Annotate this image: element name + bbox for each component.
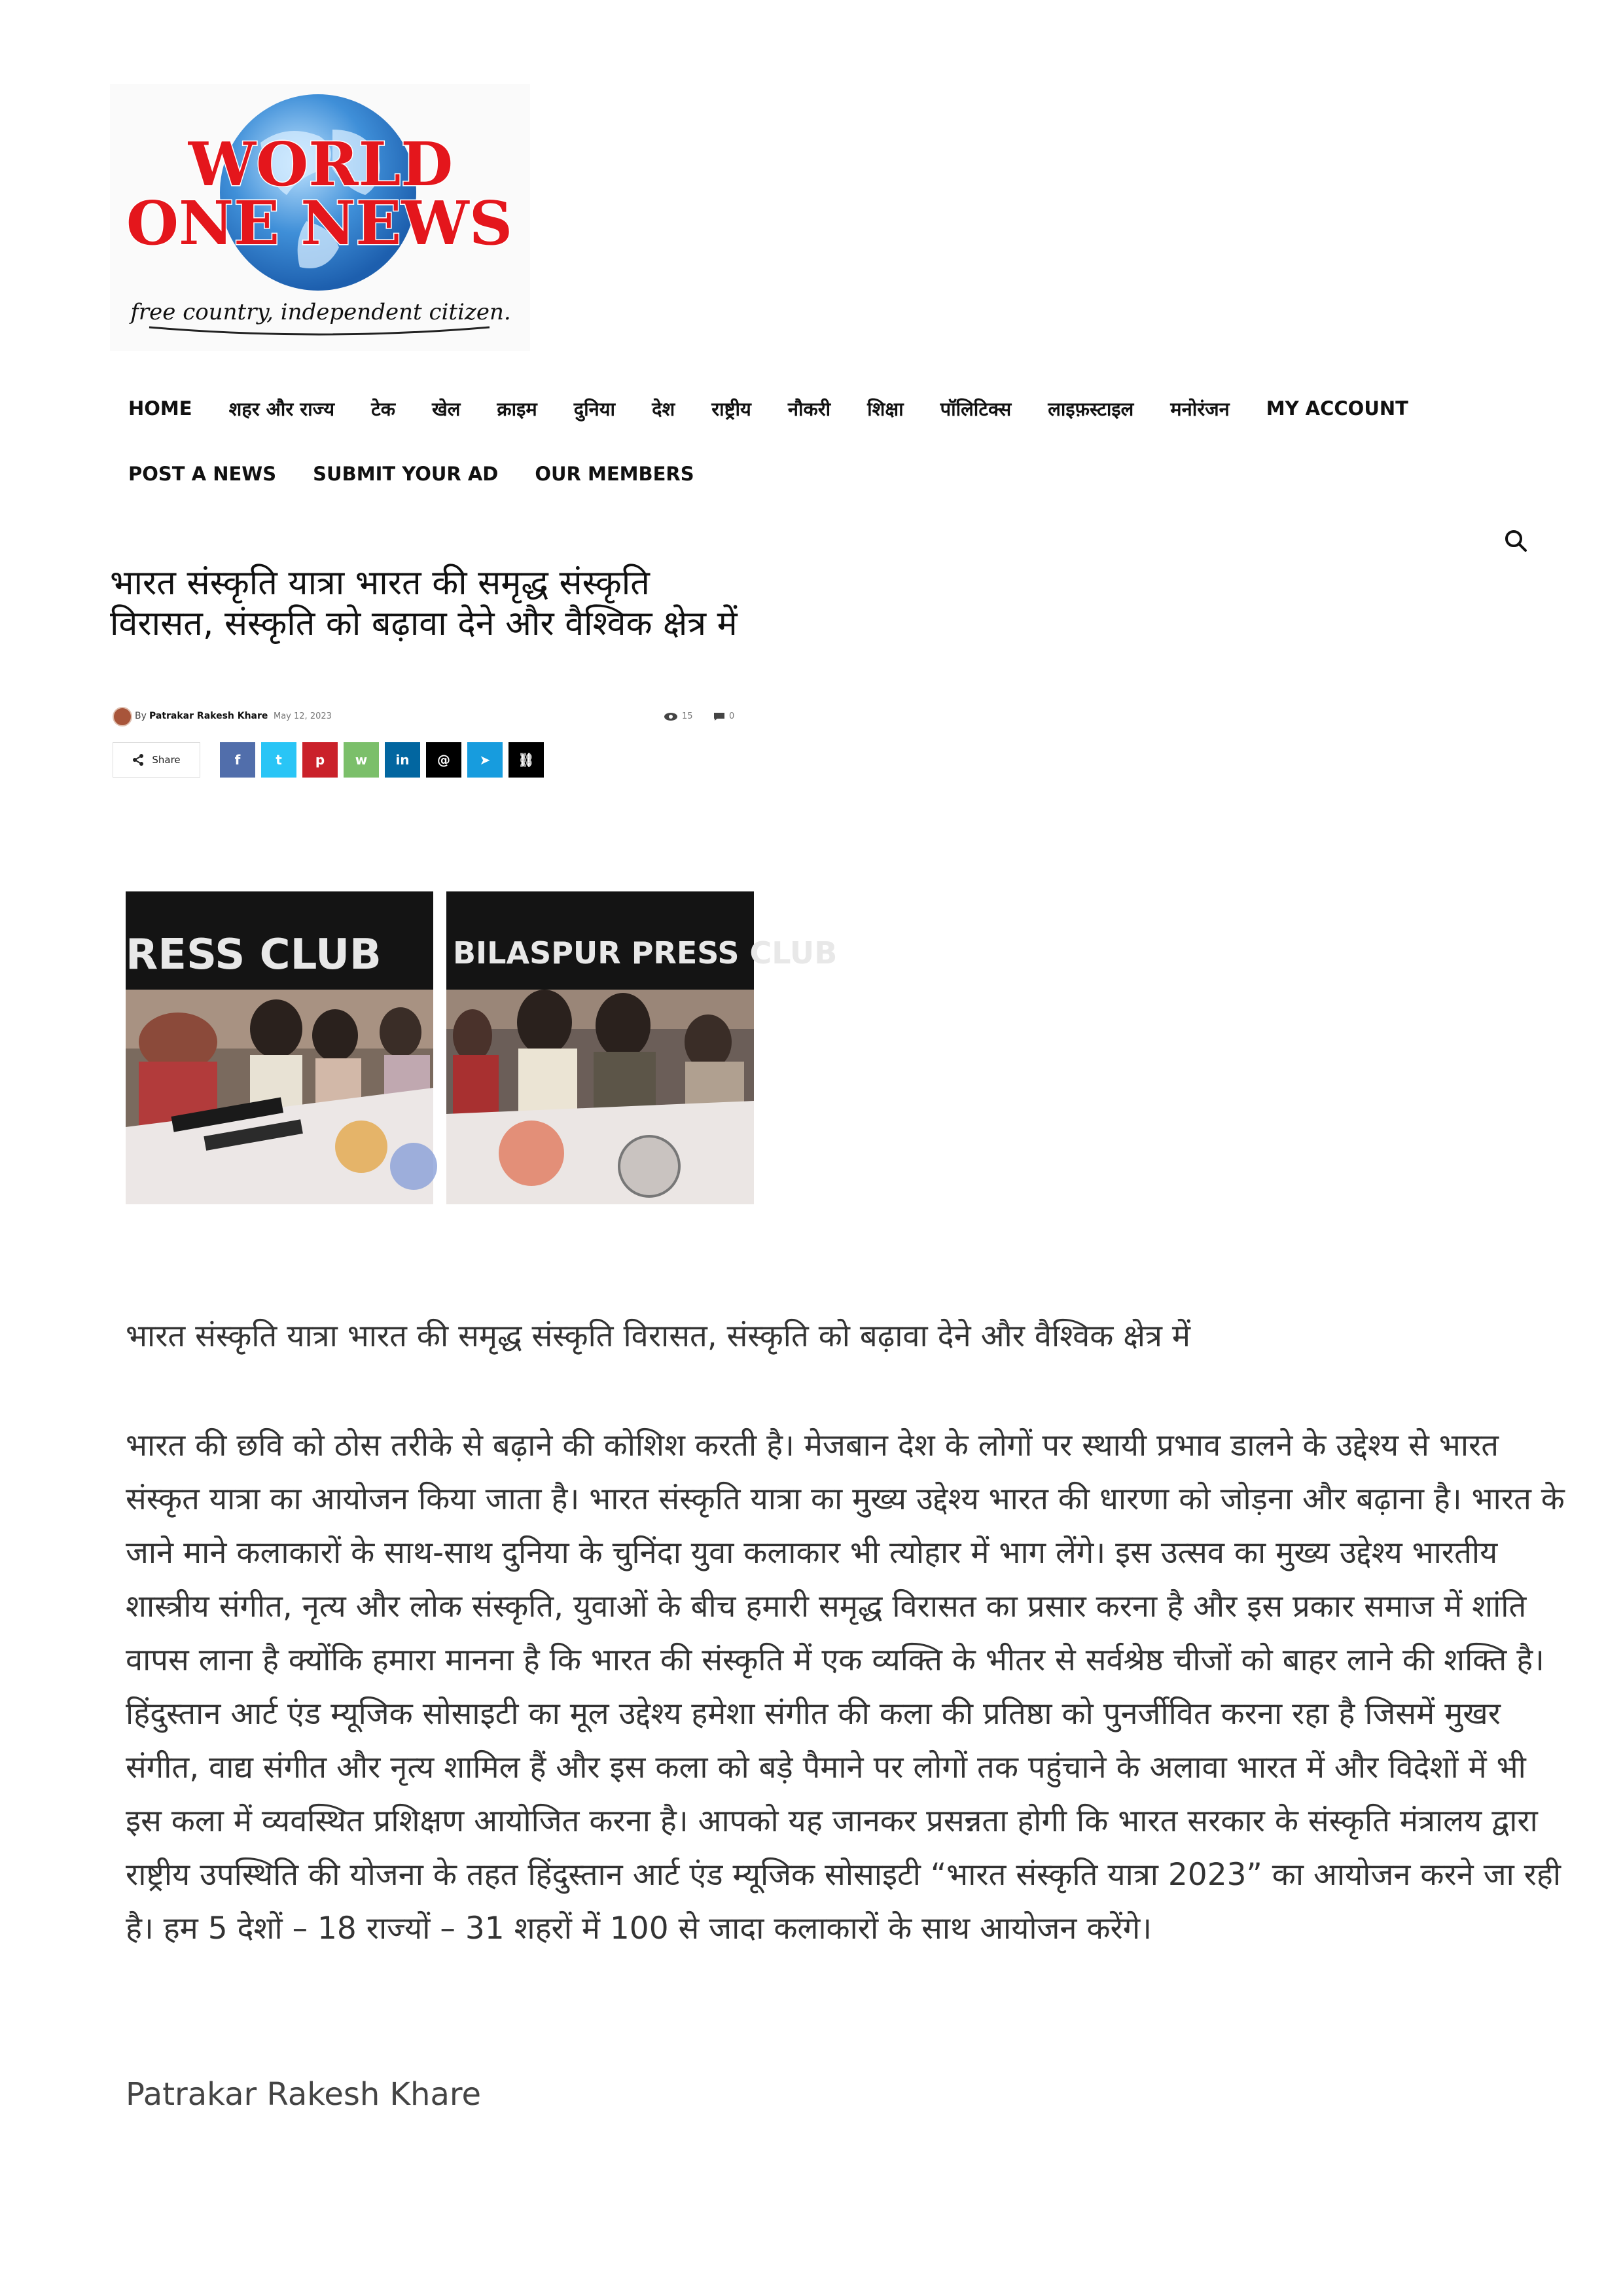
linkedin-icon: in bbox=[395, 752, 410, 768]
share-label: Share bbox=[152, 754, 181, 766]
nav-our-members[interactable]: OUR MEMBERS bbox=[535, 463, 694, 485]
whatsapp-share-button[interactable] bbox=[344, 742, 379, 778]
nav-city-state[interactable]: शहर और राज्य bbox=[228, 397, 335, 420]
nav-submit-your-ad[interactable]: SUBMIT YOUR AD bbox=[313, 463, 499, 485]
article-meta bbox=[113, 706, 741, 726]
nav-entertainment[interactable]: मनोरंजन bbox=[1170, 397, 1230, 420]
photo-left-panel bbox=[126, 891, 437, 1204]
share-bar bbox=[113, 742, 550, 778]
nav-crime[interactable]: क्राइम bbox=[497, 397, 537, 420]
whatsapp-icon: w bbox=[355, 752, 368, 768]
comments-count[interactable]: 0 bbox=[729, 711, 735, 721]
main-nav bbox=[128, 395, 1445, 422]
press-club-sign-right: BILASPUR PRESS CLUB bbox=[453, 935, 838, 971]
nav-home[interactable]: HOME bbox=[128, 397, 192, 420]
nav-politics[interactable]: पॉलिटिक्स bbox=[940, 397, 1012, 420]
email-icon: @ bbox=[437, 752, 450, 768]
telegram-icon: ➤ bbox=[479, 752, 491, 768]
article-signature: Patrakar Rakesh Khare bbox=[126, 2076, 482, 2113]
site-logo[interactable] bbox=[110, 84, 530, 351]
eye-icon bbox=[664, 712, 678, 721]
nav-my-account[interactable]: MY ACCOUNT bbox=[1266, 397, 1408, 420]
share-button[interactable] bbox=[113, 742, 200, 778]
nav-post-a-news[interactable]: POST A NEWS bbox=[128, 463, 277, 485]
facebook-share-button[interactable] bbox=[220, 742, 255, 778]
nav-jobs[interactable]: नौकरी bbox=[787, 397, 831, 420]
author-name[interactable]: Patrakar Rakesh Khare bbox=[149, 711, 268, 721]
photo-right-panel bbox=[446, 891, 837, 1204]
logo-tagline: free country, independent citizen. bbox=[130, 299, 511, 325]
article-body: भारत की छवि को ठोस तरीके से बढ़ाने की कोशिश करती है। मेजबान देश के लोगों पर स्थायी प्रभाव डालने के उद्देश्य से भारत संस्कृत यात्रा का आयोजन किया जाता है। भारत संस्कृति यात्रा का मुख्य उद्देश्य भारत की धारणा को जोड़ना और बढ़ाना है। भारत के जाने माने कलाकारों के साथ-साथ दुनिया के चुनिंदा युवा कलाकार भी त्योहार में भाग लेंगे। इस उत्सव का मुख्य उद्देश्य भारतीय शास्त्रीय संगीत, नृत्य और लोक संस्कृति, युवाओं के बीच हमारी समृद्ध विरासत का प्रसार करना है और इस प्रकार समाज में शांति वापस लाना है क्योंकि हमारा मानना है कि भारत की संस्कृति में एक व्यक्ति के भीतर से सर्वश्रेष्ठ चीजों को बाहर लाने की शक्ति है।हिंदुस्तान आर्ट एंड म्यूजिक सोसाइटी का मूल उद्देश्य हमेशा संगीत की कला की प्रतिष्ठा को पुनर्जीवित करना रहा है जिसमें मुखर संगीत, वाद्य संगीत और नृत्य शामिल हैं और इस कला को बड़े पैमाने पर लोगों तक पहुंचाने के अलावा भारत में और विदेशों में भी इस कला में व्यवस्थित प्रशिक्षण आयोजित करना है। आपको यह जानकर प्रसन्नता होगी कि भारत सरकार के संस्कृति मंत्रालय द्वारा राष्ट्रीय उपस्थिति की योजना के तहत हिंदुस्तान आर्ट एंड म्यूजिक सोसाइटी “भारत संस्कृति यात्रा 2023” का आयोजन करने जा रही है। हम 5 देशों – 18 राज्यों – 31 शहरों में 100 से जादा कलाकारों के साथ आयोजन करेंगे। bbox=[126, 1427, 1565, 1946]
copy-link-button[interactable] bbox=[508, 742, 544, 778]
email-share-button[interactable] bbox=[426, 742, 461, 778]
facebook-icon: f bbox=[234, 752, 241, 768]
author-avatar[interactable] bbox=[113, 707, 132, 726]
telegram-share-button[interactable] bbox=[467, 742, 503, 778]
nav-sports[interactable]: खेल bbox=[431, 397, 461, 420]
nav-national[interactable]: राष्ट्रीय bbox=[711, 397, 751, 420]
comment-icon bbox=[713, 712, 725, 721]
post-date: May 12, 2023 bbox=[274, 711, 332, 721]
nav-tech[interactable]: टेक bbox=[371, 397, 395, 420]
by-label: By bbox=[135, 711, 147, 721]
logo-line-1: WORLD bbox=[188, 129, 454, 200]
article-lead: भारत संस्कृति यात्रा भारत की समृद्ध संस्कृति विरासत, संस्कृति को बढ़ावा देने और वैश्विक क्षेत्र में bbox=[126, 1318, 1190, 1354]
pinterest-share-button[interactable] bbox=[302, 742, 338, 778]
nav-education[interactable]: शिक्षा bbox=[867, 397, 904, 420]
views-count: 15 bbox=[682, 711, 693, 721]
twitter-icon: t bbox=[276, 752, 282, 768]
press-club-sign-left: RESS CLUB bbox=[126, 931, 382, 979]
nav-lifestyle[interactable]: लाइफ़स्टाइल bbox=[1048, 397, 1134, 420]
share-icon bbox=[132, 754, 144, 766]
logo-line-2: ONE NEWS bbox=[126, 188, 513, 259]
linkedin-share-button[interactable] bbox=[385, 742, 420, 778]
secondary-nav bbox=[128, 461, 731, 487]
article-photo bbox=[126, 891, 838, 1204]
twitter-share-button[interactable] bbox=[261, 742, 296, 778]
article-title: भारत संस्कृति यात्रा भारत की समृद्ध संस्कृति विरासत, संस्कृति को बढ़ावा देने और वैश्विक क्षेत्र में bbox=[110, 564, 738, 643]
pinterest-icon: p bbox=[315, 752, 325, 768]
link-icon: ⛓ bbox=[518, 752, 535, 768]
nav-world[interactable]: दुनिया bbox=[573, 397, 616, 420]
nav-country[interactable]: देश bbox=[652, 397, 675, 420]
search-icon[interactable] bbox=[1503, 528, 1529, 554]
